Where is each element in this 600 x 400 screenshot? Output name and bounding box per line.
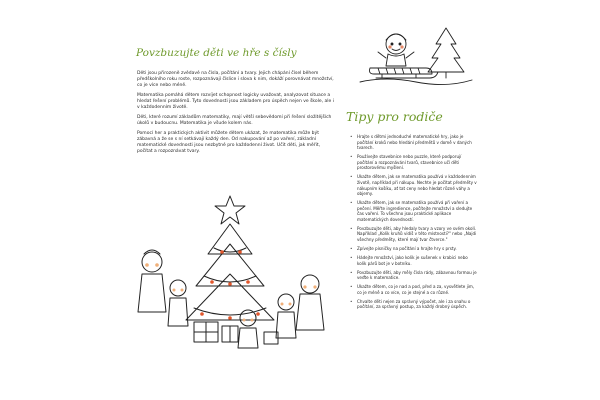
tips-list — [350, 134, 478, 313]
bullet-icon: • — [350, 298, 353, 304]
tip-item — [350, 270, 478, 281]
bullet-icon: • — [350, 255, 353, 261]
tip-item — [350, 174, 478, 196]
page-title: Povzbuzujte děti ve hře s čísly — [136, 47, 297, 59]
tip-text: Ukažte dětem, co je nad a pod, před a za, vysvětlete jim, co je méně a co více, co je stejné a co různé. — [357, 284, 475, 295]
bullet-icon: • — [350, 284, 353, 290]
tip-text: Zpívejte písničky na počítání a hrajte hry s prsty. — [357, 246, 457, 252]
tip-item — [350, 255, 478, 266]
intro-paragraph-3: Děti, které rozumí základům matematiky, mají větší sebevědomí při řešení složitějších úkolů v budoucnu. Matematika je všude kolem nás. — [137, 114, 332, 126]
bullet-icon: • — [350, 246, 353, 252]
tip-item — [350, 134, 478, 151]
tip-item — [350, 154, 478, 171]
tip-item — [350, 284, 478, 295]
tip-text: Ukažte dětem, jak se matematika používá při vaření a pečení. Měřte ingredience, počítejte množství a sledujte čas vaření. To všechno jsou praktické aplikace matematických dovedností. — [357, 200, 473, 222]
tip-text: Povzbuzujte děti, aby hledaly tvary a vzory ve svém okolí. Například „Kolik kruhů vidíš v této místnosti?" nebo „Najdi všechny předměty, které mají tvar čtverce." — [357, 225, 477, 243]
tip-text: Používejte stavebnice nebo puzzle, které podporují počítání a rozpoznávání tvarů, stavebnice učí děti prostorovému myšlení. — [357, 154, 462, 171]
tip-text: Chvalte děti nejen za správný výpočet, ale i za snahu o počítání, za správný postup, za každý drobný úspěch. — [357, 298, 471, 310]
tip-item — [350, 299, 478, 310]
tip-item — [350, 200, 478, 222]
bullet-icon: • — [350, 134, 353, 139]
tip-item — [350, 246, 478, 252]
sled-child-illustration — [356, 22, 476, 88]
tip-text: Hádejte množství, jako kolik je sušenek v krabici nebo kolik párů bot je v botníku. — [357, 255, 468, 266]
tip-item — [350, 226, 478, 243]
bullet-icon: • — [350, 269, 353, 275]
bullet-icon: • — [350, 154, 353, 160]
intro-text — [137, 71, 336, 159]
bullet-icon: • — [350, 174, 353, 180]
intro-paragraph-2: Matematika pomáhá dětem rozvíjet schopnost logicky uvažovat, analyzovat situace a hledat řešení problémů. Tyto dovednosti jsou základem pro úspěch nejen ve škole, ale i v každodenním životě. — [137, 92, 334, 110]
bullet-icon: • — [350, 200, 353, 206]
christmas-tree-family-illustration — [130, 192, 330, 352]
intro-paragraph-1: Děti jsou přirozeně zvědavé na čísla, počítání a tvary. Jejich chápání čísel během předškolního roku roste, rozpoznávají číslice i slova k nim, dokáží porovnávat množství, co je více nebo méně. — [137, 71, 334, 88]
bullet-icon: • — [350, 225, 353, 231]
tip-text: Hrajte s dětmi jednoduché matematické hry, jako je počítání kroků nebo hledání předmětů v domě v daných tvarech. — [357, 134, 472, 151]
tip-text: Ukažte dětem, jak se matematika používá v každodenním životě, například při nákupu. Nechte je počítat předměty v nákupním košíku, ať tat ceny nebo hledat různé váhy a objemy. — [357, 174, 477, 197]
tip-text: Povzbuzujte děti, aby měly čísla rády, zábavnou formou je veďte k matematice. — [357, 269, 477, 281]
tips-title: Tipy pro rodiče — [346, 109, 443, 124]
intro-paragraph-4: Pomocí her a praktických aktivit můžete dětem ukázat, že matematika může být zábavná a že se s ní setkávají každý den. Od nakupování až po vaření, základní matematické dovednosti jsou nezbytné pro každodenní život. Učit děti, jak měřit, počítat a rozpoznávat tvary. — [137, 130, 321, 154]
